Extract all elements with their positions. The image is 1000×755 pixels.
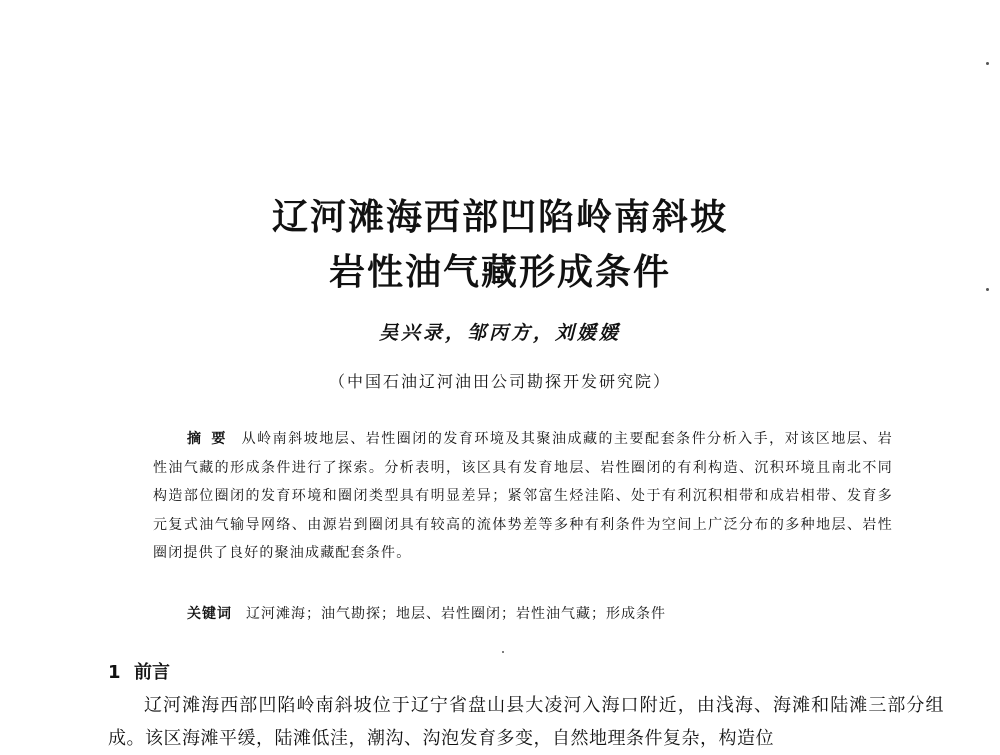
section-title: 前言	[134, 662, 170, 683]
introduction-paragraph: 辽河滩海西部凹陷岭南斜坡位于辽宁省盘山县大凌河入海口附近，由浅海、海滩和陆滩三部分组成。该区海滩平缓，陆滩低洼，潮沟、沟泡发育多变，自然地理条件复杂，构造位	[108, 695, 944, 749]
abstract-label: 摘要	[187, 431, 236, 447]
keywords-label: 关键词	[187, 606, 232, 622]
paper-title-line-1: 辽河滩海西部凹陷岭南斜坡	[271, 197, 728, 238]
author-list: 吴兴录，邹丙方，刘媛媛	[378, 322, 621, 344]
keywords-text: 辽河滩海；油气勘探；地层、岩性圈闭；岩性油气藏；形成条件	[246, 606, 666, 622]
section-number: 1	[108, 662, 121, 683]
scan-speck	[986, 288, 989, 291]
abstract	[153, 425, 893, 568]
abstract-text: 从岭南斜坡地层、岩性圈闭的发育环境及其聚油成藏的主要配套条件分析入手，对该区地层、岩性油气藏的形成条件进行了探索。分析表明，该区具有发育地层、岩性圈闭的有利构造、沉积环境且南北不同构造部位圈闭的发育环境和圈闭类型具有明显差异；紧邻富生烃洼陷、处于有利沉积相带和成岩相带、发育多元复式油气输导网络、由源岩到圈闭具有较高的流体势差等多种有利条件为空间上广泛分布的多种地层、岩性圈闭提供了良好的聚油成藏配套条件。	[153, 431, 893, 561]
section-heading-introduction	[108, 660, 170, 686]
author-affiliation: （中国石油辽河油田公司勘探开发研究院）	[328, 372, 671, 391]
scan-speck	[986, 62, 989, 65]
paper-title-line-2: 岩性油气藏形成条件	[328, 252, 671, 293]
keywords	[153, 600, 893, 628]
scan-speck	[502, 651, 504, 653]
